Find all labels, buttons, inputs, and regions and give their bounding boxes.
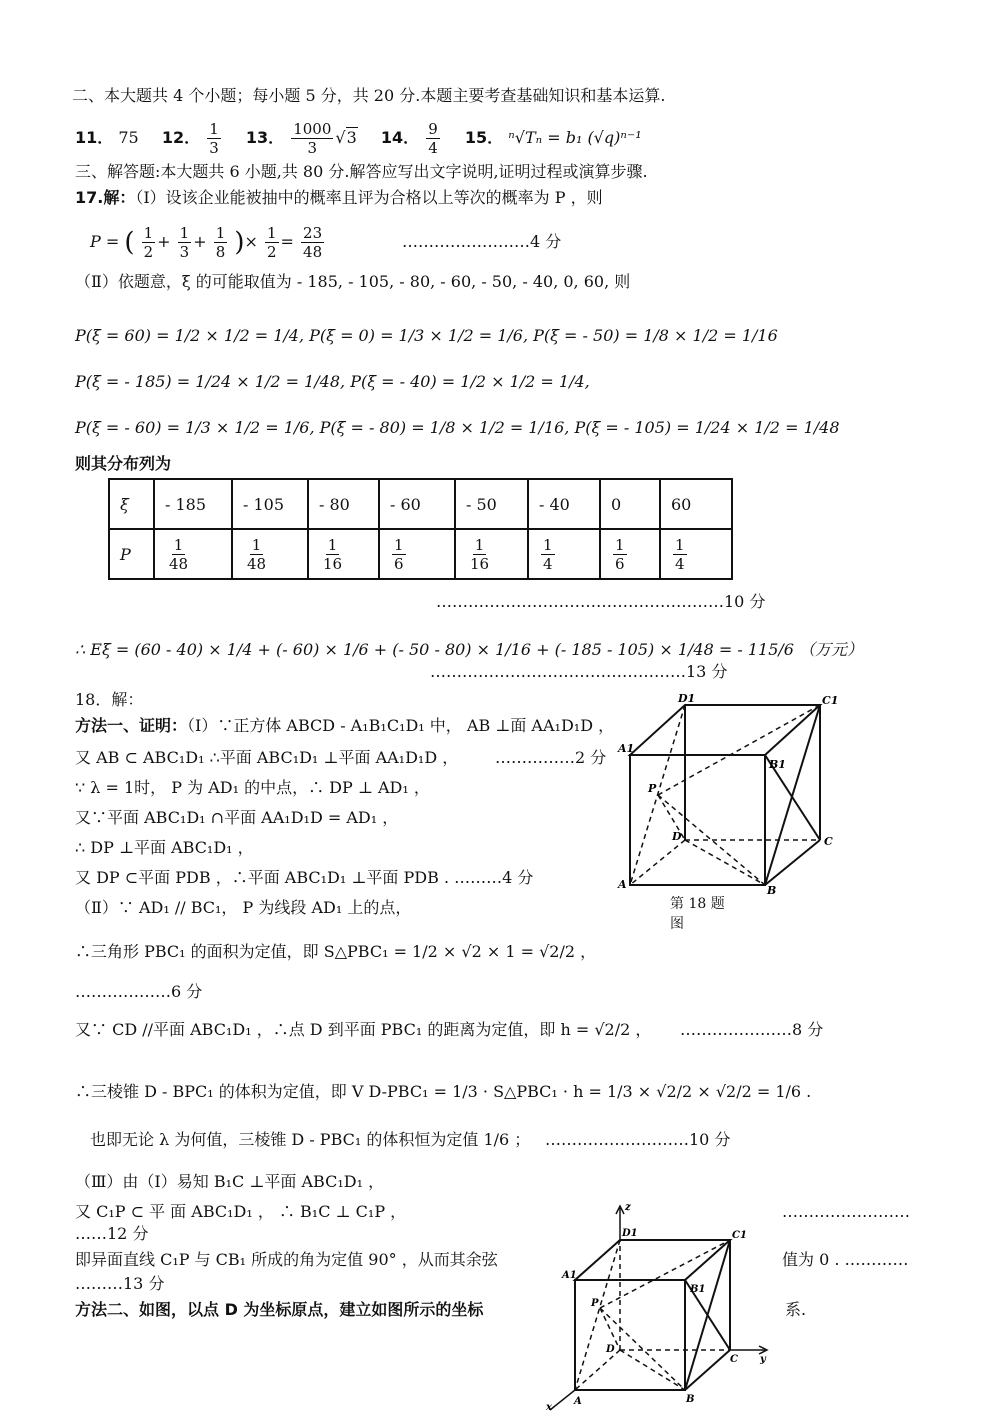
q17-prob-line-b: P(ξ = - 185) = 1/24 × 1/2 = 1/48, P(ξ = - 40) = 1/2 × 1/2 = 1/4, <box>75 372 590 391</box>
p-denominator: 4 <box>675 554 685 573</box>
q18-line14: 又 C₁P ⊂ 平 面 ABC₁D₁ ， ∴ B₁C ⊥ C₁P ， <box>75 1202 407 1221</box>
q18-line7: （Ⅱ）∵ AD₁ // BC₁， P 为线段 AD₁ 上的点， <box>75 898 412 917</box>
label2-b1: B1 <box>690 1284 706 1295</box>
cube-figure-18 <box>610 690 850 897</box>
fig-caption-1: 第 18 题 <box>670 896 725 912</box>
label-a: A <box>618 878 627 891</box>
q18-line8: ∴三角形 PBC₁ 的面积为定值，即 S△PBC₁ = 1/2 × √2 × 1 = √2/2 ， <box>75 942 597 961</box>
p-denominator: 6 <box>615 554 625 573</box>
xi-value-cell: - 60 <box>379 479 455 529</box>
p-value-cell <box>379 529 455 579</box>
q18-line16: 即异面直线 C₁P 与 CB₁ 所成的角为定值 90° ，从而其余弦 <box>75 1250 498 1269</box>
label-b1: B1 <box>769 758 786 771</box>
xi-value-cell: 0 <box>600 479 660 529</box>
q18-line1-text: （Ⅰ）∵正方体 ABCD - A₁B₁C₁D₁ 中， AB ⊥面 AA₁D₁D ， <box>187 716 615 735</box>
q11-number: 11． <box>75 128 114 147</box>
q17-part2: （Ⅱ）依题意，ξ 的可能取值为 - 185, - 105, - 80, - 60, - 50, - 40, 0, 60, 则 <box>75 272 631 291</box>
p-denominator: 48 <box>247 554 267 573</box>
q15-number: 15． <box>464 128 504 147</box>
axis-y: y <box>760 1354 766 1365</box>
label-a1: A1 <box>618 742 635 755</box>
q17-part1-text: （Ⅰ）设该企业能被抽中的概率且评为合格以上等次的概率为 P ，则 <box>135 188 603 207</box>
label2-a: A <box>574 1396 582 1407</box>
q17-prob-line-a: P(ξ = 60) = 1/2 × 1/2 = 1/4, P(ξ = 0) = 1/3 × 1/2 = 1/6, P(ξ = - 50) = 1/8 × 1/2 = 1/16 <box>75 326 778 345</box>
q15-answer: ⁿ√Tₙ = b₁ (√q)ⁿ⁻¹ <box>508 128 642 147</box>
eq1-lhs: P = <box>90 232 120 251</box>
label-d: D <box>672 830 682 843</box>
p-numerator: 1 <box>615 535 625 554</box>
coordinate-cube-figure <box>530 1200 780 1412</box>
q17-score13: …………………………………………13 分 <box>430 662 728 681</box>
distribution-table <box>108 478 733 580</box>
label-p: P <box>648 782 657 795</box>
q17-part1 <box>75 188 603 208</box>
xi-value-cell: - 105 <box>232 479 308 529</box>
xi-value-cell: - 40 <box>528 479 600 529</box>
p-value-cell <box>232 529 308 579</box>
xi-value-cell: 60 <box>660 479 732 529</box>
method1-title: 方法一、证明： <box>75 716 188 735</box>
q18-line6: 又 DP ⊂平面 PDB ，∴平面 ABC₁D₁ ⊥平面 PDB . ………4 分 <box>75 868 534 887</box>
axis-x: x <box>546 1402 552 1413</box>
label-b: B <box>767 884 777 897</box>
q18-line3: ∵ λ = 1时， P 为 AD₁ 的中点，∴ DP ⊥ AD₁ ， <box>75 778 430 797</box>
q12-number: 12． <box>161 128 201 147</box>
p-denominator: 48 <box>169 554 189 573</box>
label-c1: C1 <box>822 694 839 707</box>
q18-line12-score: ………………………10 分 <box>545 1130 731 1149</box>
label-c: C <box>824 835 833 848</box>
q17-eq1: P = ( $\frac{1}{2}$ + $\frac{1}{3}$ + $\frac{1}{8}$ )× $\frac{1}{2}$ = $\frac{23}{48}$ <box>90 224 323 261</box>
p-numerator: 1 <box>394 535 404 554</box>
short-answers-row: 11． 75 12． $\frac{1}{3}$ 13． $\frac{1000}{3}$ √3 14． $\frac{9}{4}$ 15． ⁿ√Tₙ = b₁ (√q)ⁿ⁻¹ <box>75 120 642 157</box>
q18-label: 18．解： <box>75 690 144 709</box>
p-numerator: 1 <box>675 535 685 554</box>
q18-line10-score: …………………8 分 <box>680 1020 824 1039</box>
xi-value-cell: - 185 <box>154 479 232 529</box>
q14-answer: $\frac{9}{4}$ <box>428 120 438 157</box>
q18-line14-score: …………………… <box>782 1202 910 1221</box>
q18-line2: 又 AB ⊂ ABC₁D₁ ∴平面 ABC₁D₁ ⊥平面 AA₁D₁D ， <box>75 748 459 767</box>
p-value-cell <box>660 529 732 579</box>
label-d1: D1 <box>678 692 696 705</box>
q11-answer: 75 <box>118 128 139 147</box>
q17-expectation: ∴ Eξ = (60 - 40) × 1/4 + (- 60) × 1/6 + (- 50 - 80) × 1/16 + (- 185 - 105) × 1/48 = - 115/6 （万元） <box>75 640 864 659</box>
q17-label: 17.解： <box>75 188 136 207</box>
q18-line2-score: ……………2 分 <box>495 748 607 767</box>
label2-p: P <box>591 1298 599 1309</box>
p-denominator: 6 <box>394 554 404 573</box>
p-header: P <box>109 529 154 579</box>
label2-d: D <box>606 1344 615 1355</box>
q17-prob-line-c: P(ξ = - 60) = 1/3 × 1/2 = 1/6, P(ξ = - 80) = 1/8 × 1/2 = 1/16, P(ξ = - 105) = 1/24 × 1/2 = 1/48 <box>75 418 840 437</box>
label2-a1: A1 <box>562 1270 577 1281</box>
q17-score4: ……………………4 分 <box>402 232 562 251</box>
xi-header: ξ <box>109 479 154 529</box>
q17-score10: ………………………………………………10 分 <box>436 592 766 611</box>
section2-header: 二、本大题共 4 个小题；每小题 5 分，共 20 分.本题主要考查基础知识和基本运算. <box>72 86 666 105</box>
p-value-cell <box>600 529 660 579</box>
q18-line1 <box>75 716 614 736</box>
q18-line12: 也即无论 λ 为何值，三棱锥 D - PBC₁ 的体积恒为定值 1/6 ； <box>90 1130 531 1149</box>
p-value-cell <box>528 529 600 579</box>
section3-header: 三、解答题:本大题共 6 小题,共 80 分.解答应写出文字说明,证明过程或演算步骤. <box>75 162 648 181</box>
method2-line <box>75 1300 483 1320</box>
label2-d1: D1 <box>622 1228 638 1239</box>
label2-b: B <box>686 1394 695 1405</box>
q12-answer: $\frac{1}{3}$ <box>209 120 219 157</box>
p-denominator: 16 <box>323 554 343 573</box>
p-denominator: 16 <box>470 554 490 573</box>
q13-radicand: 3 <box>346 128 357 147</box>
p-numerator: 1 <box>327 535 338 554</box>
q13-answer: $\frac{1000}{3}$ <box>293 120 332 157</box>
label2-c1: C1 <box>732 1230 747 1241</box>
p-value-cell <box>455 529 528 579</box>
q18-line4: 又∵平面 ABC₁D₁ ∩平面 AA₁D₁D = AD₁ ， <box>75 808 399 827</box>
p-numerator: 1 <box>173 535 184 554</box>
p-denominator: 4 <box>543 554 553 573</box>
fig-caption-2: 图 <box>670 916 684 932</box>
q18-line15: ……12 分 <box>75 1224 149 1243</box>
xi-value-cell: - 50 <box>455 479 528 529</box>
p-numerator: 1 <box>474 535 485 554</box>
q18-line9: ………………6 分 <box>75 982 203 1001</box>
q13-number: 13． <box>245 128 285 147</box>
p-numerator: 1 <box>543 535 553 554</box>
p-row <box>109 529 732 579</box>
xi-value-cell: - 80 <box>308 479 379 529</box>
q18-line16-tail: 值为 0 . ………… <box>782 1250 909 1269</box>
method2-tail: 系. <box>785 1300 807 1319</box>
q18-line5: ∴ DP ⊥平面 ABC₁D₁ ， <box>75 838 254 857</box>
p-numerator: 1 <box>251 535 262 554</box>
label2-c: C <box>730 1354 738 1365</box>
q18-line11: ∴三棱锥 D - BPC₁ 的体积为定值，即 V D-PBC₁ = 1/3 · S△PBC₁ · h = 1/3 × √2/2 × √2/2 = 1/6 . <box>75 1082 812 1101</box>
xi-row <box>109 479 732 529</box>
p-value-cell <box>308 529 379 579</box>
method2-text: 方法二、如图，以点 D 为坐标原点，建立如图所示的坐标 <box>75 1300 484 1319</box>
q18-line17: ………13 分 <box>75 1274 165 1293</box>
q18-line10: 又∵ CD //平面 ABC₁D₁ ，∴点 D 到平面 PBC₁ 的距离为定值，即 h = √2/2 ， <box>75 1020 652 1039</box>
axis-z: z <box>625 1202 631 1213</box>
q18-line13: （Ⅲ）由（Ⅰ）易知 B₁C ⊥平面 ABC₁D₁ ， <box>75 1172 385 1191</box>
p-value-cell <box>154 529 232 579</box>
dist-title: 则其分布列为 <box>75 454 172 473</box>
q14-number: 14． <box>380 128 420 147</box>
